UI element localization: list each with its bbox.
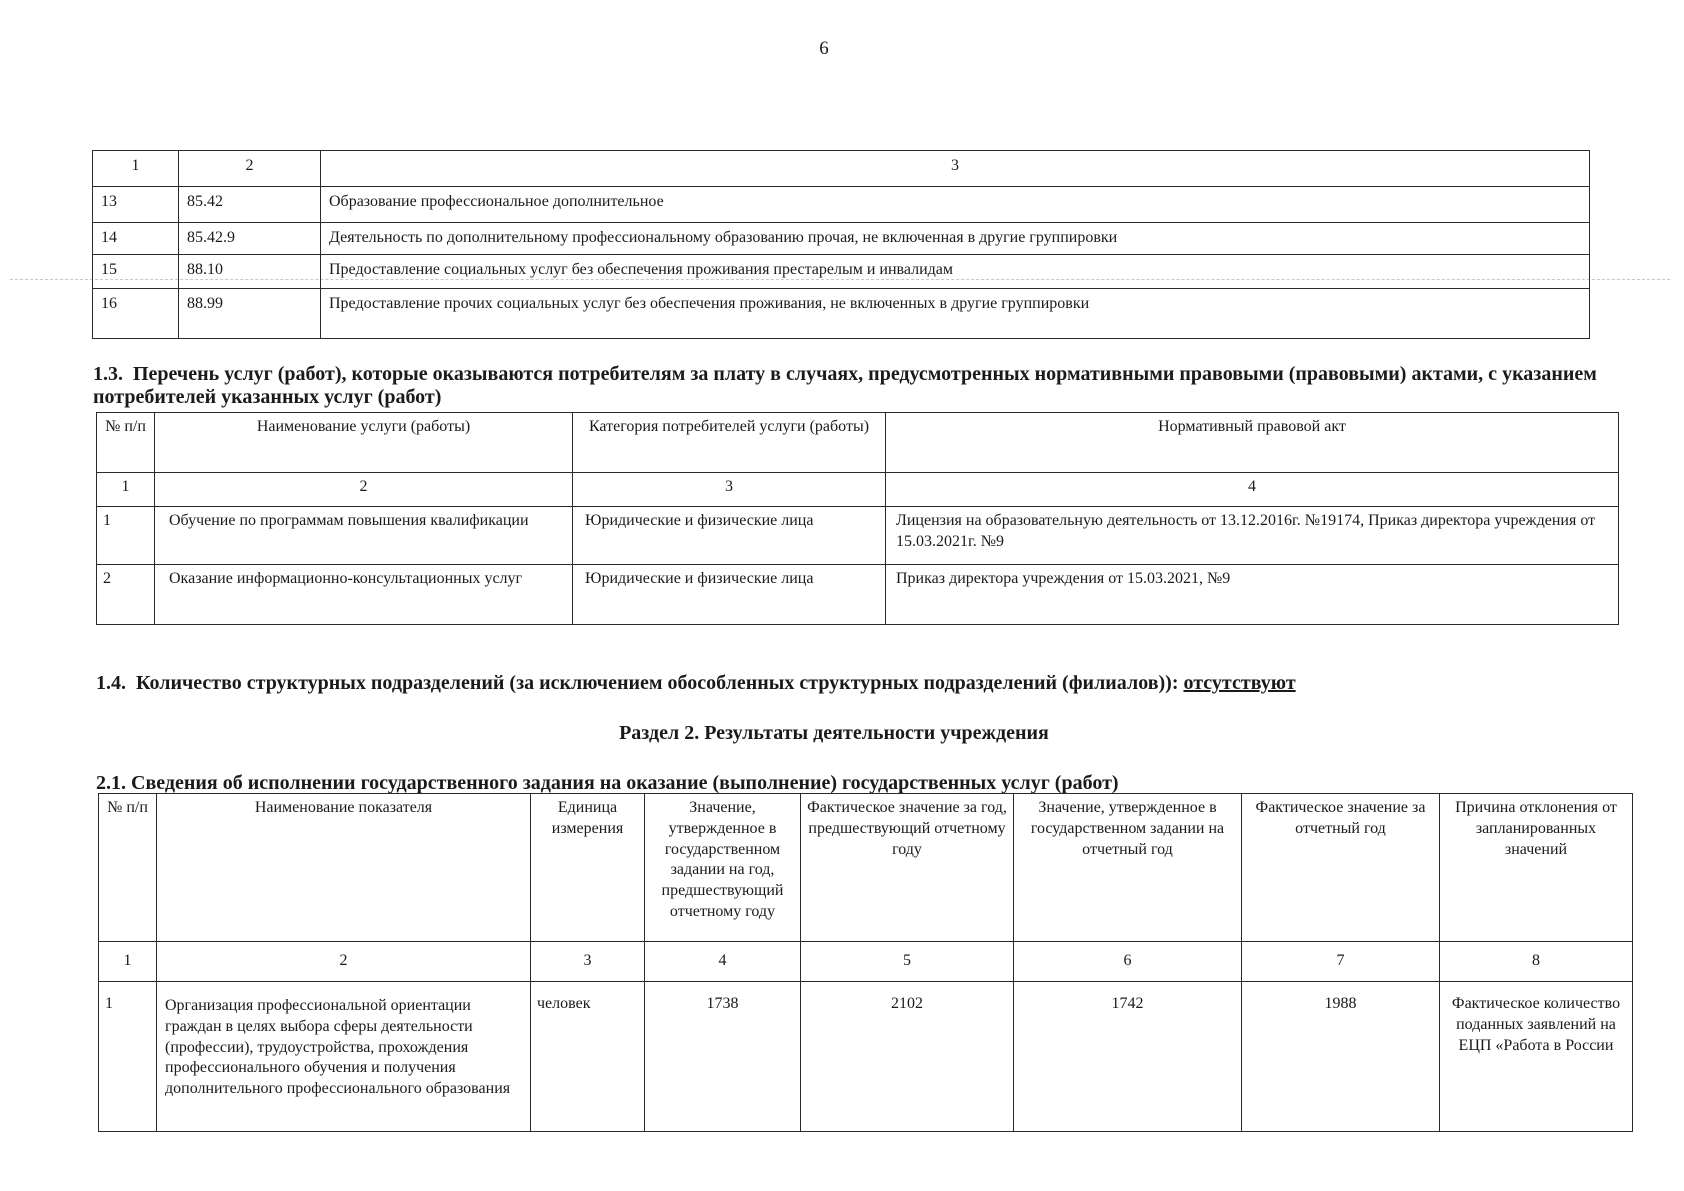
column-number: 1 bbox=[97, 473, 155, 507]
section-1-3-heading: 1.3. Перечень услуг (работ), которые оказываются потребителям за плату в случаях, предусмотренных нормативными правовыми (правовыми) актами, с указанием потребителей указанных услуг (работ) bbox=[93, 363, 1597, 408]
legal-act: Приказ директора учреждения от 15.03.2021, №9 bbox=[886, 565, 1619, 625]
header-cell: 2 bbox=[179, 151, 321, 187]
column-number: 7 bbox=[1242, 942, 1440, 982]
section-2-heading: Раздел 2. Результаты деятельности учреждения bbox=[619, 722, 1049, 744]
column-number: 2 bbox=[155, 473, 573, 507]
unit-of-measure: человек bbox=[531, 982, 645, 1132]
row-number: 16 bbox=[93, 288, 179, 338]
planned-prev-year: 1738 bbox=[645, 982, 801, 1132]
paid-services-table bbox=[96, 412, 1619, 625]
column-number: 3 bbox=[531, 942, 645, 982]
service-name: Обучение по программам повышения квалификации bbox=[155, 507, 573, 565]
actual-current-year: 1988 bbox=[1242, 982, 1440, 1132]
column-number-row bbox=[97, 473, 1619, 507]
table-row bbox=[93, 187, 1590, 223]
column-number: 5 bbox=[801, 942, 1014, 982]
column-number: 2 bbox=[157, 942, 531, 982]
row-number: 14 bbox=[93, 223, 179, 255]
column-number: 1 bbox=[99, 942, 157, 982]
column-number-row bbox=[99, 942, 1633, 982]
consumer-category: Юридические и физические лица bbox=[573, 507, 886, 565]
header-cell: № п/п bbox=[99, 794, 157, 942]
header-cell: Фактическое значение за отчетный год bbox=[1242, 794, 1440, 942]
row-number: 13 bbox=[93, 187, 179, 223]
consumer-category: Юридические и физические лица bbox=[573, 565, 886, 625]
section-2-1-heading: 2.1. Сведения об исполнении государственного задания на оказание (выполнение) государственных услуг (работ) bbox=[96, 772, 1119, 794]
header-cell: 3 bbox=[321, 151, 1590, 187]
okved-code: 88.99 bbox=[179, 288, 321, 338]
indicator-name: Организация профессиональной ориентации граждан в целях выбора сферы деятельности (профессии), трудоустройства, прохождения профессионального обучения и получения дополнительного профессионального образования bbox=[157, 982, 531, 1132]
row-number: 1 bbox=[97, 507, 155, 565]
header-cell: Нормативный правовой акт bbox=[886, 413, 1619, 473]
section-1-4-heading bbox=[96, 672, 1296, 695]
table-header-row bbox=[97, 413, 1619, 473]
section-1-4-title: 1.4. Количество структурных подразделений (за исключением обособленных структурных подразделений (филиалов)): bbox=[96, 672, 1179, 694]
header-cell: Причина отклонения от запланированных значений bbox=[1440, 794, 1633, 942]
page-number: 6 bbox=[819, 38, 829, 59]
row-number: 1 bbox=[99, 982, 157, 1132]
service-name: Оказание информационно-консультационных услуг bbox=[155, 565, 573, 625]
deviation-reason: Фактическое количество поданных заявлений на ЕЦП «Работа в России bbox=[1440, 982, 1633, 1132]
column-number: 8 bbox=[1440, 942, 1633, 982]
header-cell: Значение, утвержденное в государственном задании на год, предшествующий отчетному году bbox=[645, 794, 801, 942]
table-row bbox=[97, 507, 1619, 565]
okved-name: Деятельность по дополнительному профессиональному образованию прочая, не включенная в другие группировки bbox=[321, 223, 1590, 255]
header-cell: Значение, утвержденное в государственном задании на отчетный год bbox=[1014, 794, 1242, 942]
header-cell: Наименование услуги (работы) bbox=[155, 413, 573, 473]
header-cell: Единица измерения bbox=[531, 794, 645, 942]
table-row bbox=[93, 223, 1590, 255]
column-number: 6 bbox=[1014, 942, 1242, 982]
legal-act: Лицензия на образовательную деятельность от 13.12.2016г. №19174, Приказ директора учреждения от 15.03.2021г. №9 bbox=[886, 507, 1619, 565]
column-number: 4 bbox=[886, 473, 1619, 507]
header-cell: Категория потребителей услуги (работы) bbox=[573, 413, 886, 473]
header-cell: Наименование показателя bbox=[157, 794, 531, 942]
table-header-row bbox=[93, 151, 1590, 187]
table-row bbox=[97, 565, 1619, 625]
row-number: 2 bbox=[97, 565, 155, 625]
column-number: 3 bbox=[573, 473, 886, 507]
header-cell: № п/п bbox=[97, 413, 155, 473]
section-1-4-value: отсутствуют bbox=[1183, 672, 1296, 694]
okved-code: 85.42.9 bbox=[179, 223, 321, 255]
okved-code: 85.42 bbox=[179, 187, 321, 223]
table-row bbox=[93, 254, 1590, 288]
actual-prev-year: 2102 bbox=[801, 982, 1014, 1132]
okved-name: Образование профессиональное дополнительное bbox=[321, 187, 1590, 223]
column-number: 4 bbox=[645, 942, 801, 982]
row-number: 15 bbox=[93, 254, 179, 288]
header-cell: Фактическое значение за год, предшествующий отчетному году bbox=[801, 794, 1014, 942]
okved-name: Предоставление социальных услуг без обеспечения проживания престарелым и инвалидам bbox=[321, 254, 1590, 288]
planned-current-year: 1742 bbox=[1014, 982, 1242, 1132]
state-assignment-table bbox=[98, 793, 1633, 1132]
table-row bbox=[93, 288, 1590, 338]
table-row bbox=[99, 982, 1633, 1132]
okved-name: Предоставление прочих социальных услуг без обеспечения проживания, не включенных в другие группировки bbox=[321, 288, 1590, 338]
header-cell: 1 bbox=[93, 151, 179, 187]
okved-table bbox=[92, 150, 1590, 339]
okved-code: 88.10 bbox=[179, 254, 321, 288]
table-header-row bbox=[99, 794, 1633, 942]
